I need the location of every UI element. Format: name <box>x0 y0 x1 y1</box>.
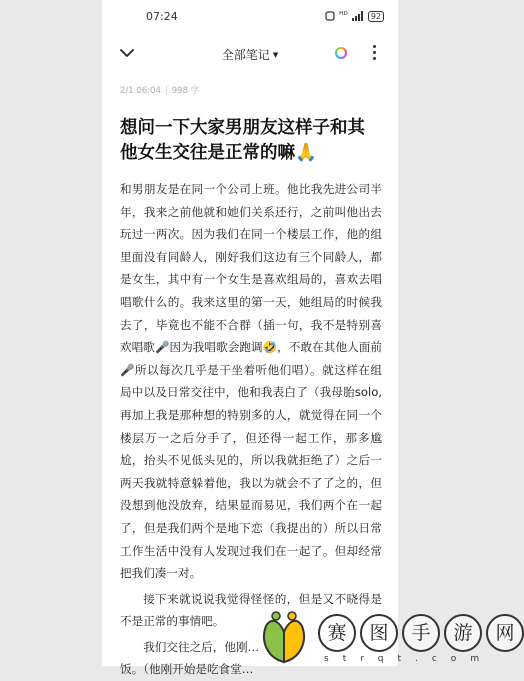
note-word-count: 998 字 <box>171 86 200 96</box>
signal-icon <box>352 11 364 21</box>
caret-down-icon: ▼ <box>272 51 279 59</box>
note-date: 2/1 06:04 <box>120 86 161 96</box>
leaf-logo-icon <box>258 608 310 664</box>
note-paragraph-3: 我们交往之后，他刚… <box>143 639 260 654</box>
watermark-chars <box>318 614 524 652</box>
more-menu-icon[interactable] <box>373 45 377 61</box>
note-paragraph-4: 饭。（他刚开始是吃食堂… <box>120 662 254 677</box>
folder-title: 全部笔记 <box>221 48 270 62</box>
signal-hd-label: ᴴᴰ <box>339 11 348 21</box>
site-watermark <box>258 608 515 664</box>
watermark-char: 网 <box>486 614 524 652</box>
meta-separator: | <box>164 86 168 96</box>
note-header <box>102 38 398 74</box>
alarm-icon <box>325 11 335 21</box>
note-title[interactable]: 想问一下大家男朋友这样子和其他女生交往是正常的嘛🙏 <box>120 118 365 163</box>
folder-selector[interactable] <box>102 46 398 63</box>
watermark-char: 图 <box>360 614 398 652</box>
status-bar <box>102 0 398 32</box>
note-paragraph-2: 接下来就说说我觉得怪怪的，但是又不晓得是不是正常的事情吧。 <box>120 591 382 629</box>
theme-ring-icon[interactable] <box>335 47 347 59</box>
note-body[interactable] <box>120 178 382 681</box>
watermark-char: 游 <box>444 614 482 652</box>
phone-screen <box>102 0 398 677</box>
note-paragraph-1: 和男朋友是在同一个公司上班。他比我先进公司半年，我来之前他就和她们关系还行，之前叫他出去玩过一两次。因为我们在同一个楼层工作，他的组里面没有同龄人，刚好我们这边有三个同龄人，都是女生，其中有一个女生是喜欢组局的，喜欢去唱唱歌什么的。我来这里的第一天，她组局的时候我去了，毕竟也不能不合群（插一句，我不是特别喜欢唱歌🎤因为我唱歌会跑调🤣，不敢在其他人面前🎤所以每次几乎是干坐着听他们唱）。就这样在组局中以及日常交往中，他和我表白了（我母胎solo,再加上我是那种想的特别多的人，就觉得在同一个楼层万一之后分手了，但还得一起工作，那多尴尬，抬头不见低头见的，所以我就拒绝了）之后一两天我就特意躲着他，我以为就会不了了之的，但没想到他没放弃，结果显而易见，我们两个在一起了，但是我们两个是地下恋（我提出的）所以日常工作生活中没有人发现过我们在一起了。但却经常把我们凑一对。 <box>120 182 382 581</box>
status-icons <box>325 11 384 22</box>
watermark-char: 手 <box>402 614 440 652</box>
watermark-url: strqt.com <box>324 654 494 664</box>
battery-indicator: 92 <box>368 11 384 22</box>
watermark-char: 赛 <box>318 614 356 652</box>
status-time: 07:24 <box>146 9 178 23</box>
note-meta <box>120 84 199 96</box>
